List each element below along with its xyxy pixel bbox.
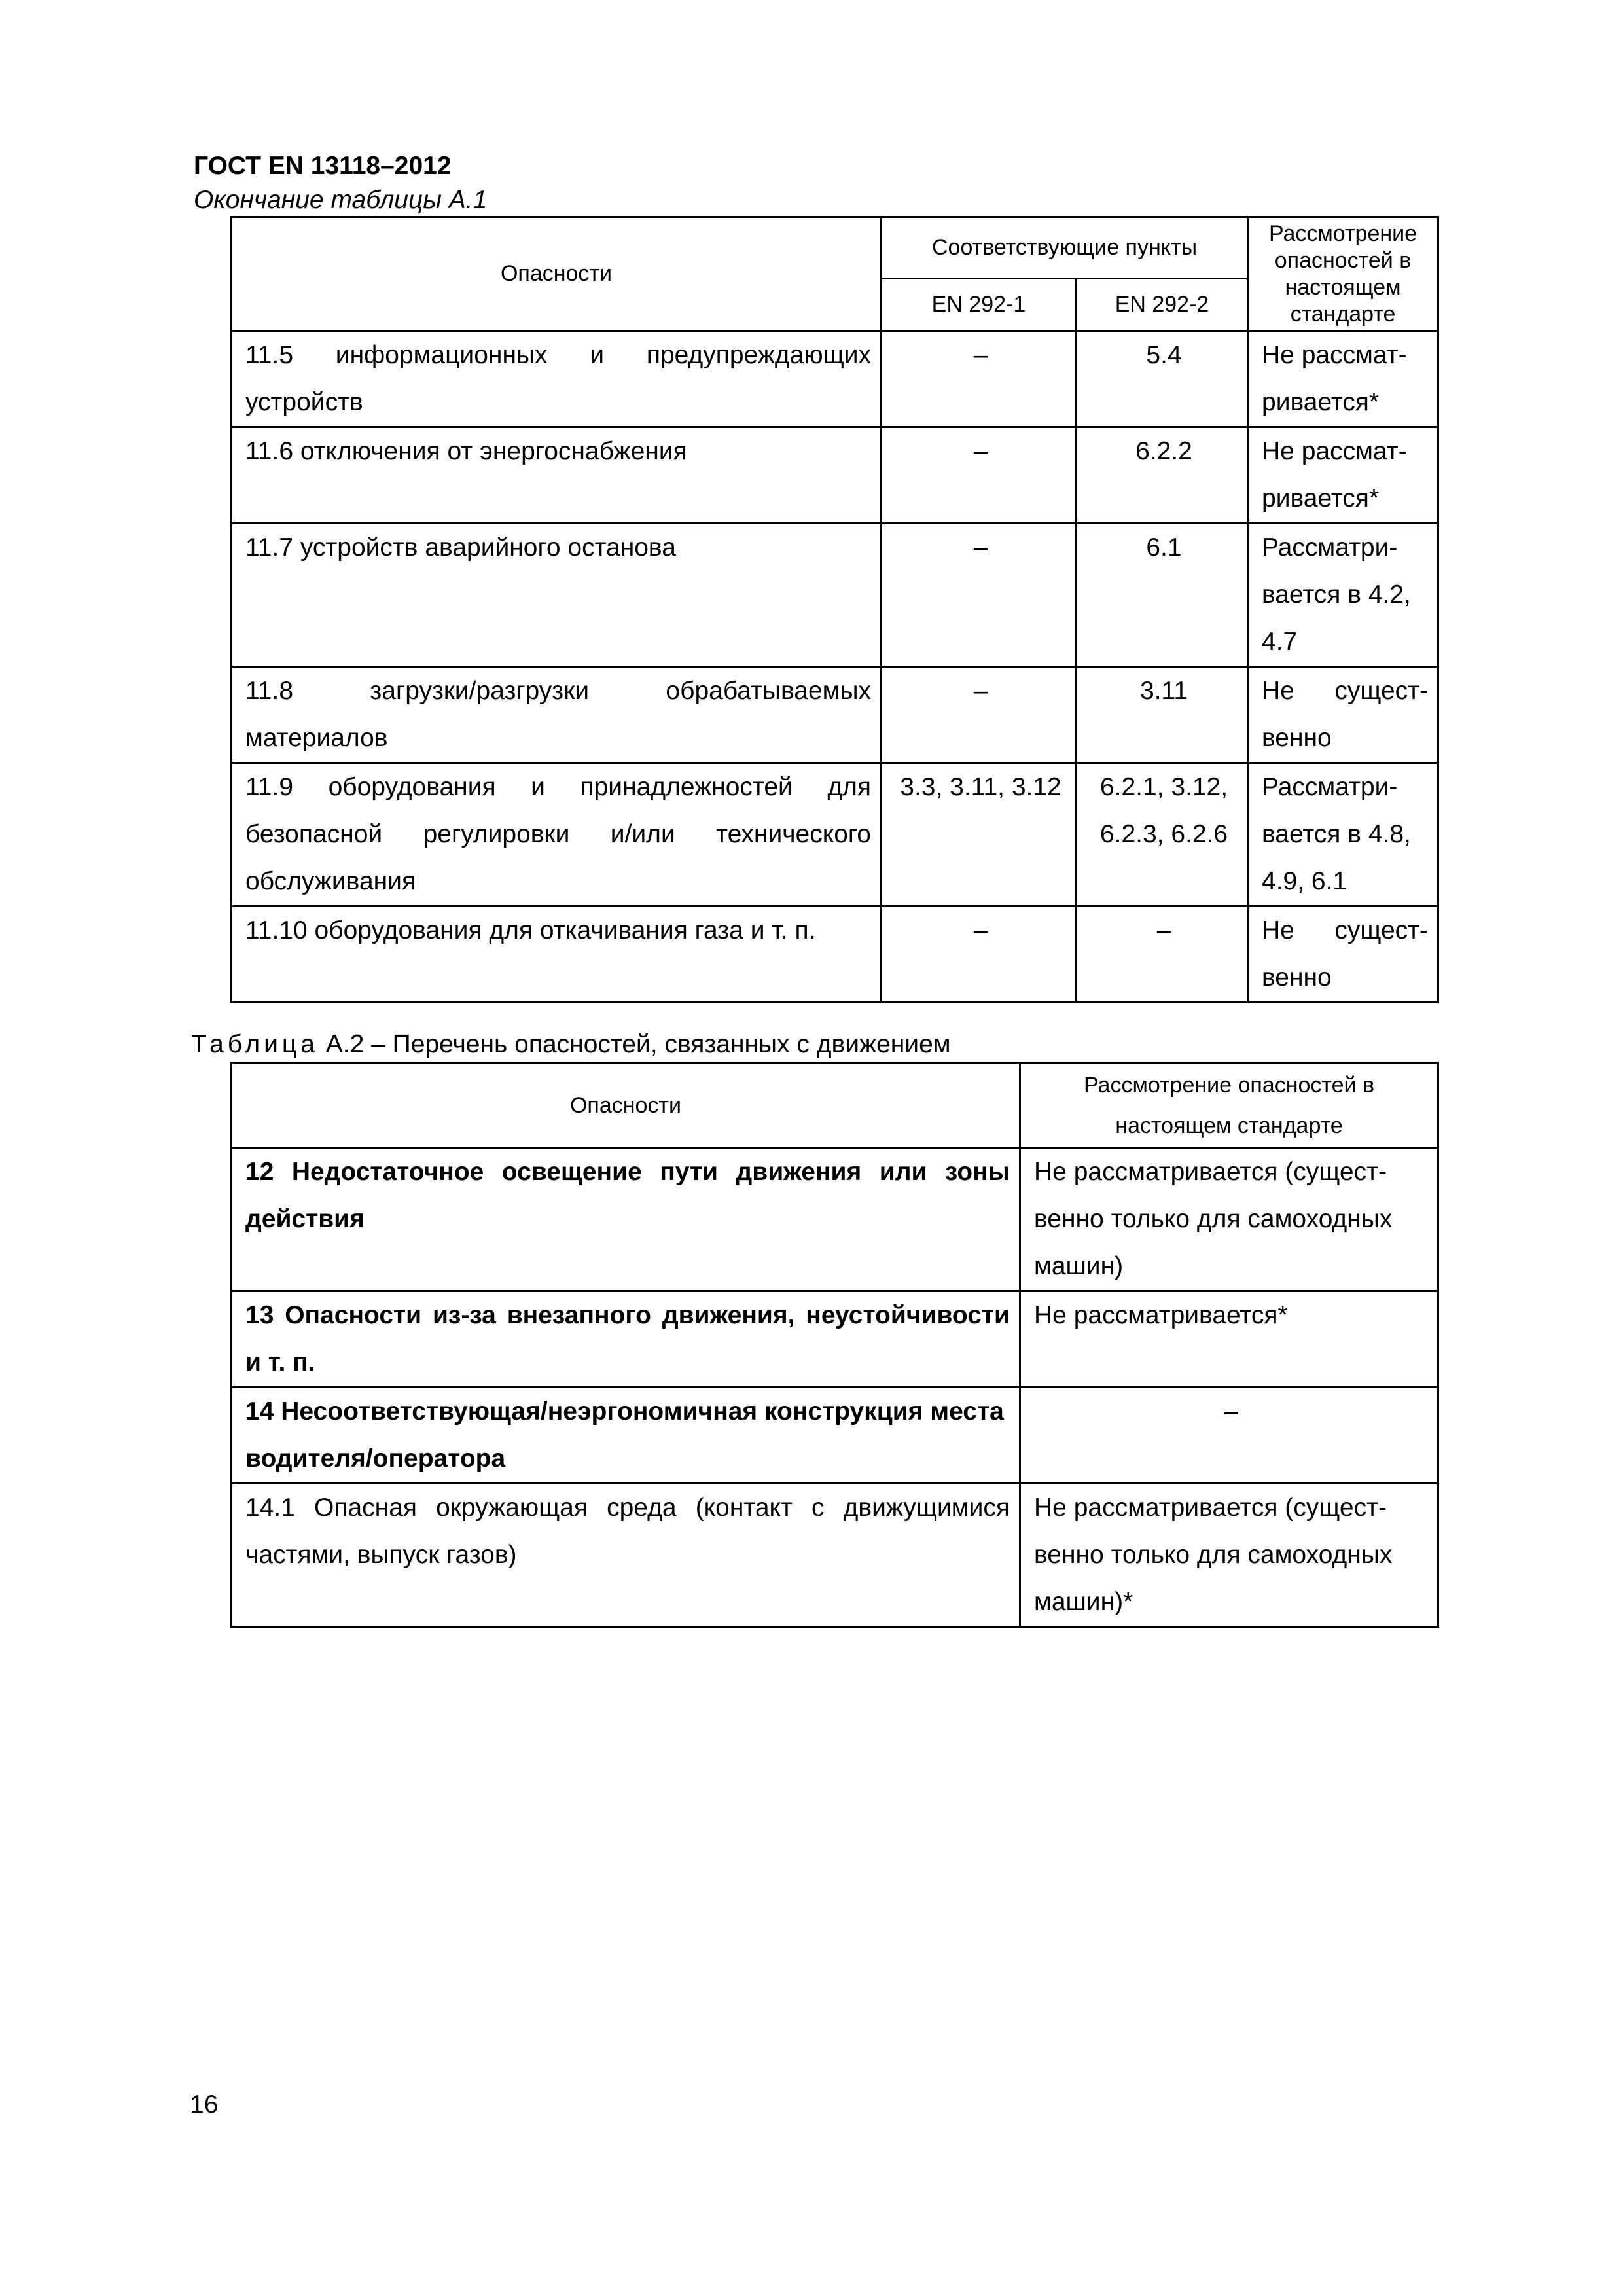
header-relevant-clauses: Соответствующие пункты	[882, 217, 1248, 279]
status-cell: Не сущест-венно	[1248, 667, 1438, 763]
en292-2-cell: –	[1077, 906, 1248, 1003]
table-row	[232, 331, 1438, 427]
hazard-cell: 11.5 информационных и предупреждающих устройств	[232, 331, 882, 427]
en292-2-cell: 6.1	[1077, 524, 1248, 667]
status-cell: Не рассматривается (сущест-венно только для самоходных машин)*	[1020, 1484, 1438, 1627]
en292-2-cell: 3.11	[1077, 667, 1248, 763]
table-row	[232, 667, 1438, 763]
status-cell: Не рассмат-ривается*	[1248, 331, 1438, 427]
status-cell: Рассматри-вается в 4.2, 4.7	[1248, 524, 1438, 667]
hazard-cell: 13 Опасности из-за внезапного движения, неустойчивости и т. п.	[232, 1291, 1020, 1388]
status-cell: Не рассмат-ривается*	[1248, 427, 1438, 524]
status-cell: –	[1020, 1388, 1438, 1484]
header-hazards: Опасности	[232, 217, 882, 331]
header-consideration: Рассмотрение опасностей в настоящем стандарте	[1248, 217, 1438, 331]
caption-text: А.2 – Перечень опасностей, связанных с движением	[325, 1030, 951, 1058]
en292-1-cell: –	[882, 331, 1077, 427]
hazard-cell: 11.6 отключения от энергоснабжения	[232, 427, 882, 524]
table-row	[232, 1148, 1438, 1291]
table-row	[232, 906, 1438, 1003]
en292-1-cell: –	[882, 667, 1077, 763]
caption-label: Таблица	[191, 1030, 319, 1058]
hazard-cell: 12 Недостаточное освещение пути движения или зоны действия	[232, 1148, 1020, 1291]
status-cell: Не рассматривается*	[1020, 1291, 1438, 1388]
hazard-cell: 14 Несоответствующая/неэргономичная конструкция места водителя/оператора	[232, 1388, 1020, 1484]
en292-1-cell: –	[882, 524, 1077, 667]
header-hazards: Опасности	[232, 1063, 1020, 1148]
table-row	[232, 1291, 1438, 1388]
table-row	[232, 1388, 1438, 1484]
table-continuation-label: Окончание таблицы А.1	[194, 186, 488, 214]
en292-2-cell: 5.4	[1077, 331, 1248, 427]
hazards-table-a1	[230, 216, 1439, 1003]
header-en-292-2: EN 292-2	[1077, 279, 1248, 331]
table-a2-caption	[191, 1030, 951, 1059]
hazards-table-a2	[230, 1062, 1439, 1628]
document-title: ГОСТ EN 13118–2012	[194, 152, 452, 180]
page-number: 16	[190, 2090, 219, 2119]
status-cell: Не рассматривается (сущест-венно только для самоходных машин)	[1020, 1148, 1438, 1291]
en292-1-cell: 3.3, 3.11, 3.12	[882, 763, 1077, 906]
hazard-cell: 11.7 устройств аварийного останова	[232, 524, 882, 667]
hazard-cell: 14.1 Опасная окружающая среда (контакт с движущимися частями, выпуск газов)	[232, 1484, 1020, 1627]
table-row	[232, 427, 1438, 524]
hazard-cell: 11.10 оборудования для откачивания газа и т. п.	[232, 906, 882, 1003]
en292-1-cell: –	[882, 906, 1077, 1003]
header-en-292-1: EN 292-1	[882, 279, 1077, 331]
hazard-cell: 11.9 оборудования и принадлежностей для безопасной регулировки и/или технического обслуживания	[232, 763, 882, 906]
status-cell: Рассматри-вается в 4.8, 4.9, 6.1	[1248, 763, 1438, 906]
table-row	[232, 524, 1438, 667]
hazard-cell: 11.8 загрузки/разгрузки обрабатываемых материалов	[232, 667, 882, 763]
header-consideration: Рассмотрение опасностей в настоящем стандарте	[1020, 1063, 1438, 1148]
table-row	[232, 1484, 1438, 1627]
table-row	[232, 763, 1438, 906]
en292-2-cell: 6.2.1, 3.12, 6.2.3, 6.2.6	[1077, 763, 1248, 906]
en292-2-cell: 6.2.2	[1077, 427, 1248, 524]
status-cell: Не сущест-венно	[1248, 906, 1438, 1003]
en292-1-cell: –	[882, 427, 1077, 524]
